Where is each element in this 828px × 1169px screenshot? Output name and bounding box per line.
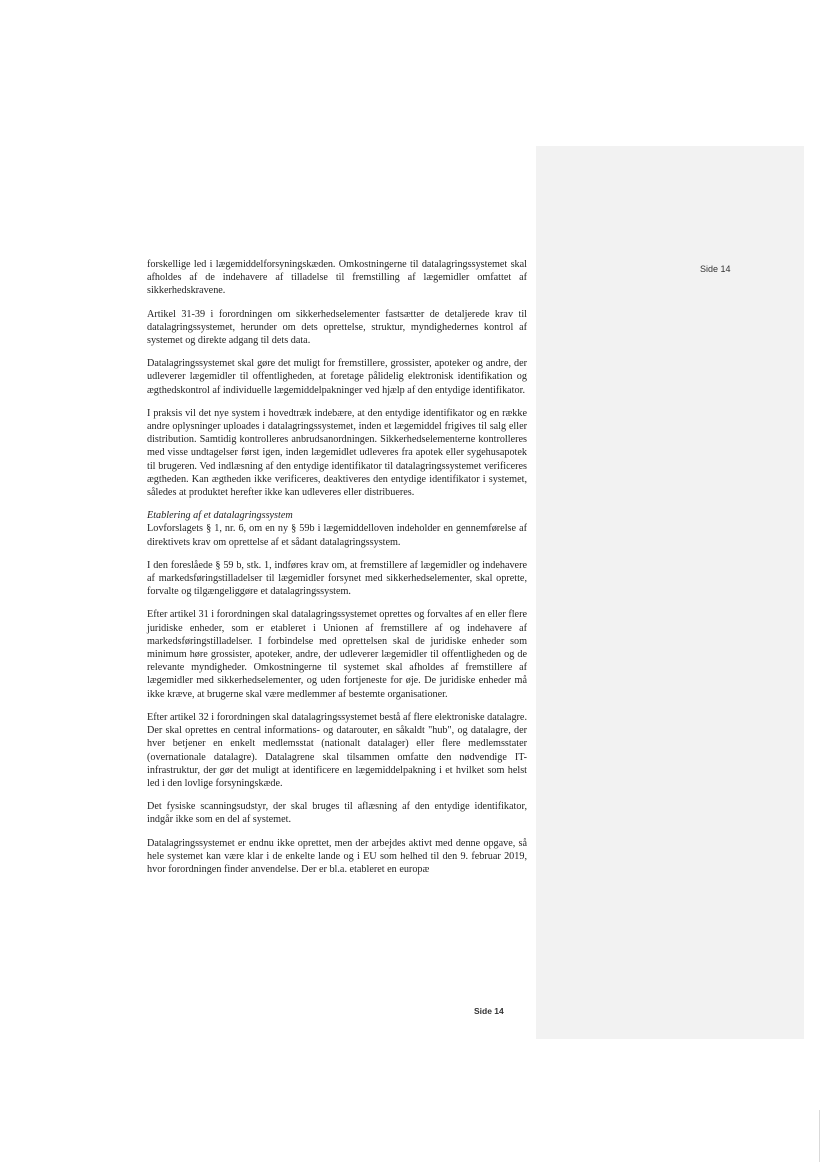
paragraph-8: Efter artikel 32 i forordningen skal datalagringssystemet bestå af flere elektroniske datalagre. Der skal oprettes en central informations- og datarouter, en såkaldt "hub", og datalagre, der hver betjener en enkelt medlemsstat (nationalt datalager) eller flere medlemsstater (overnationale datalagre). Datalagrene skal tilsammen omfatte den nødvendige IT-infrastruktur, der gør det muligt at identificere en lægemiddelpakning i et hvilket som helst led i den lovlige forsyningskæde.	[147, 711, 527, 789]
paragraph-5: Lovforslagets § 1, nr. 6, om en ny § 59b i lægemiddelloven indeholder en gennemførelse af direktivets krav om oprettelse af et sådant datalagringssystem.	[147, 523, 527, 548]
paragraph-3: Datalagringssystemet skal gøre det muligt for fremstillere, grossister, apoteker og andre, der udleverer lægemidler til offentligheden, at foretage pålidelig elektronisk identifikation og ægthedskontrol af individuelle lægemiddelpakninger ved hjælp af den entydige identifikator.	[147, 358, 527, 396]
margin-page-number: Side 14	[700, 264, 731, 274]
paragraph-4: I praksis vil det nye system i hovedtræk indebære, at den entydige identifikator og en række andre oplysninger uploades i datalagringssystemet, inden et lægemiddel frigives til salg eller distribution. Samtidig kontrolleres anbrudsanordningen. Sikkerhedselementerne kontrolleres med visse undtagelser først igen, inden lægemidlet udleveres fra apotek eller sygehusapotek til brugeren. Ved indlæsning af den entydige identifikator til datalagringssystemet verificeres ægtheden. Kan ægtheden ikke verificeres, deaktiveres den entydige identifikator i systemet, således at produktet herefter ikke kan udleveres eller distribueres.	[147, 407, 527, 499]
footer-page-number: Side 14	[474, 1006, 504, 1016]
paragraph-10: Datalagringssystemet er endnu ikke oprettet, men der arbejdes aktivt med denne opgave, så hele systemet kan være klar i de enkelte lande og i EU som helhed til den 9. februar 2019, hvor forordningen finder anvendelse. Der er bl.a. etableret en europæ	[147, 837, 527, 875]
paragraph-9: Det fysiske scanningsudstyr, der skal bruges til aflæsning af den entydige identifikator, indgår ikke som en del af systemet.	[147, 801, 527, 826]
scan-edge-mark	[819, 1110, 820, 1162]
margin-panel	[536, 146, 804, 1039]
body-text	[147, 258, 527, 886]
paragraph-2: Artikel 31-39 i forordningen om sikkerhedselementer fastsætter de detaljerede krav til datalagringssystemet, herunder om dets oprettelse, struktur, myndighedernes kontrol af systemet og direkte adgang til dets data.	[147, 308, 527, 347]
paragraph-7: Efter artikel 31 i forordningen skal datalagringssystemet oprettes og forvaltes af en eller flere juridiske enheder, som er etableret i Unionen af fremstillere af og indehavere af markedsføringstilladelser. I forbindelse med oprettelsen skal de juridiske enheder som minimum høre grossister, apoteker, andre, der udleverer lægemidler til offentligheden og de relevante myndigheder. Omkostningerne til systemet skal afholdes af fremstillere af lægemidler med sikkerhedselementer, og uden fortjeneste for øje. De juridiske enheder må ikke kræve, at brugerne skal være medlemmer af bestemte organisationer.	[147, 609, 527, 700]
paragraph-6: I den foreslåede § 59 b, stk. 1, indføres krav om, at fremstillere af lægemidler og indehavere af markedsføringstilladelser til lægemidler forsynet med sikkerhedselementer, skal oprette, forvalte og tilgængeliggøre et datalagringssystem.	[147, 559, 527, 598]
section-heading: Etablering af et datalagringssystem	[147, 510, 293, 522]
paragraph-1: forskellige led i lægemiddelforsyningskæden. Omkostningerne til datalagringssystemet skal afholdes af de indehavere af tilladelse til fremstilling af lægemidler omfattet af sikkerhedskravene.	[147, 259, 527, 297]
